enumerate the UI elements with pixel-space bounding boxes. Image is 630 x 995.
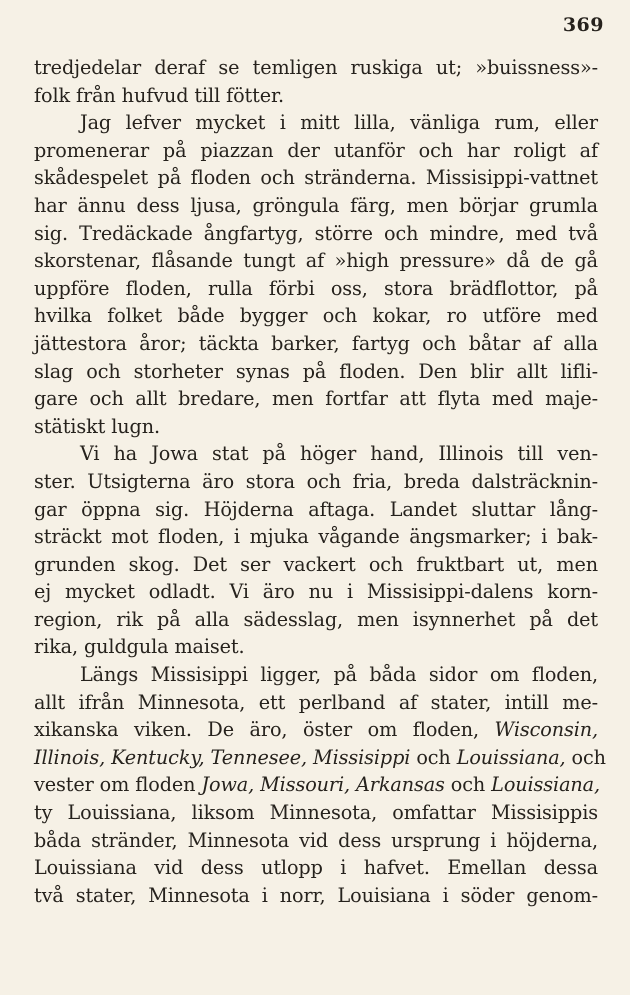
text-segment: Vi ha Jowa stat på höger hand, Illinois till ven- <box>80 442 598 466</box>
text-segment: ej mycket odladt. Vi äro nu i Missisippi-dalens korn- <box>34 580 598 604</box>
text-line <box>34 799 598 827</box>
body-text <box>34 54 606 909</box>
text-segment: stätiskt lugn. <box>34 414 160 438</box>
text-line <box>34 109 598 137</box>
text-segment: tredjedelar deraf se temligen ruskiga ut; »buissness»- <box>34 56 598 79</box>
text-line <box>34 771 601 799</box>
text-line <box>34 137 598 165</box>
text-segment: uppföre floden, rulla förbi oss, stora brädflottor, på <box>34 276 598 300</box>
text-segment: skådespelet på floden och stränderna. Missisippi-vattnet <box>34 166 598 190</box>
page-number: 369 <box>562 14 604 36</box>
text-segment: sträckt mot floden, i mjuka vågande ängsmarker; i bak- <box>34 525 598 549</box>
italic-segment: Louissiana, <box>456 745 566 769</box>
text-line <box>34 523 598 551</box>
text-line <box>34 744 606 772</box>
text-line <box>34 275 598 303</box>
text-segment: och <box>444 773 492 797</box>
text-line <box>34 385 598 413</box>
text-line <box>34 827 598 855</box>
text-segment: ty Louissiana, liksom Minnesota, omfattar Missisippis <box>34 801 598 825</box>
italic-segment: Illinois, Kentucky, Tennesee, Missisippi <box>34 745 411 769</box>
italic-segment: Jowa, Missouri, Arkansas <box>201 773 445 797</box>
text-line <box>34 358 598 386</box>
text-segment: slag och storheter synas på floden. Den blir allt lifli- <box>34 359 598 383</box>
text-line <box>34 882 598 910</box>
text-segment: folk från hufvud till fötter. <box>34 83 284 107</box>
text-line <box>34 164 598 192</box>
text-line <box>34 606 598 634</box>
text-segment: ster. Utsigterna äro stora och fria, breda dalsträcknin- <box>34 469 598 493</box>
text-line <box>34 192 598 220</box>
text-line <box>34 661 598 689</box>
text-segment: båda stränder, Minnesota vid dess ursprung i höjderna, <box>34 828 598 852</box>
text-line <box>34 551 598 579</box>
text-line <box>34 220 598 248</box>
text-line <box>34 689 598 717</box>
text-line <box>34 578 598 606</box>
text-segment: promenerar på piazzan der utanför och har roligt af <box>34 138 598 162</box>
text-segment: region, rik på alla sädesslag, men isynnerhet på det <box>34 607 598 631</box>
italic-segment: Wisconsin, <box>494 718 598 742</box>
text-line <box>34 716 598 744</box>
text-segment: och <box>410 745 457 769</box>
text-line <box>34 330 598 358</box>
text-line <box>34 468 598 496</box>
text-segment: gare och allt bredare, men fortfar att flyta med maje- <box>34 387 598 411</box>
text-line <box>34 413 598 441</box>
text-line <box>34 82 598 110</box>
text-segment: och <box>565 745 606 769</box>
text-segment: grunden skog. Det ser vackert och fruktbart ut, men <box>34 552 598 576</box>
text-line <box>34 496 598 524</box>
text-line <box>34 302 598 330</box>
text-segment: sig. Tredäckade ångfartyg, större och mindre, med två <box>34 221 598 245</box>
text-line <box>34 54 598 82</box>
text-line <box>34 633 598 661</box>
text-segment: jättestora åror; täckta barker, fartyg och båtar af alla <box>34 331 598 355</box>
text-segment: två stater, Minnesota i norr, Louisiana i söder genom- <box>34 883 598 907</box>
text-segment: Jag lefver mycket i mitt lilla, vänliga rum, eller <box>80 111 598 135</box>
text-segment: xikanska viken. De äro, öster om floden, <box>34 718 495 742</box>
text-segment: har ännu dess ljusa, gröngula färg, men börjar grumla <box>34 193 598 217</box>
text-segment: vester om floden <box>34 773 202 797</box>
text-segment: Längs Missisippi ligger, på båda sidor om floden, <box>80 663 598 687</box>
text-segment: Louissiana vid dess utlopp i hafvet. Emellan dessa <box>34 856 598 880</box>
text-segment: skorstenar, flåsande tungt af »high pressure» då de gå <box>34 249 598 273</box>
text-segment: allt ifrån Minnesota, ett perlband af stater, intill me- <box>34 690 598 714</box>
text-line <box>34 440 598 468</box>
text-line <box>34 247 598 275</box>
text-segment: hvilka folket både bygger och kokar, ro utföre med <box>34 304 598 328</box>
text-line <box>34 854 598 882</box>
text-segment: gar öppna sig. Höjderna aftaga. Landet sluttar lång- <box>34 497 598 521</box>
text-segment: rika, guldgula maiset. <box>34 635 245 659</box>
italic-segment: Louissiana, <box>491 773 601 797</box>
